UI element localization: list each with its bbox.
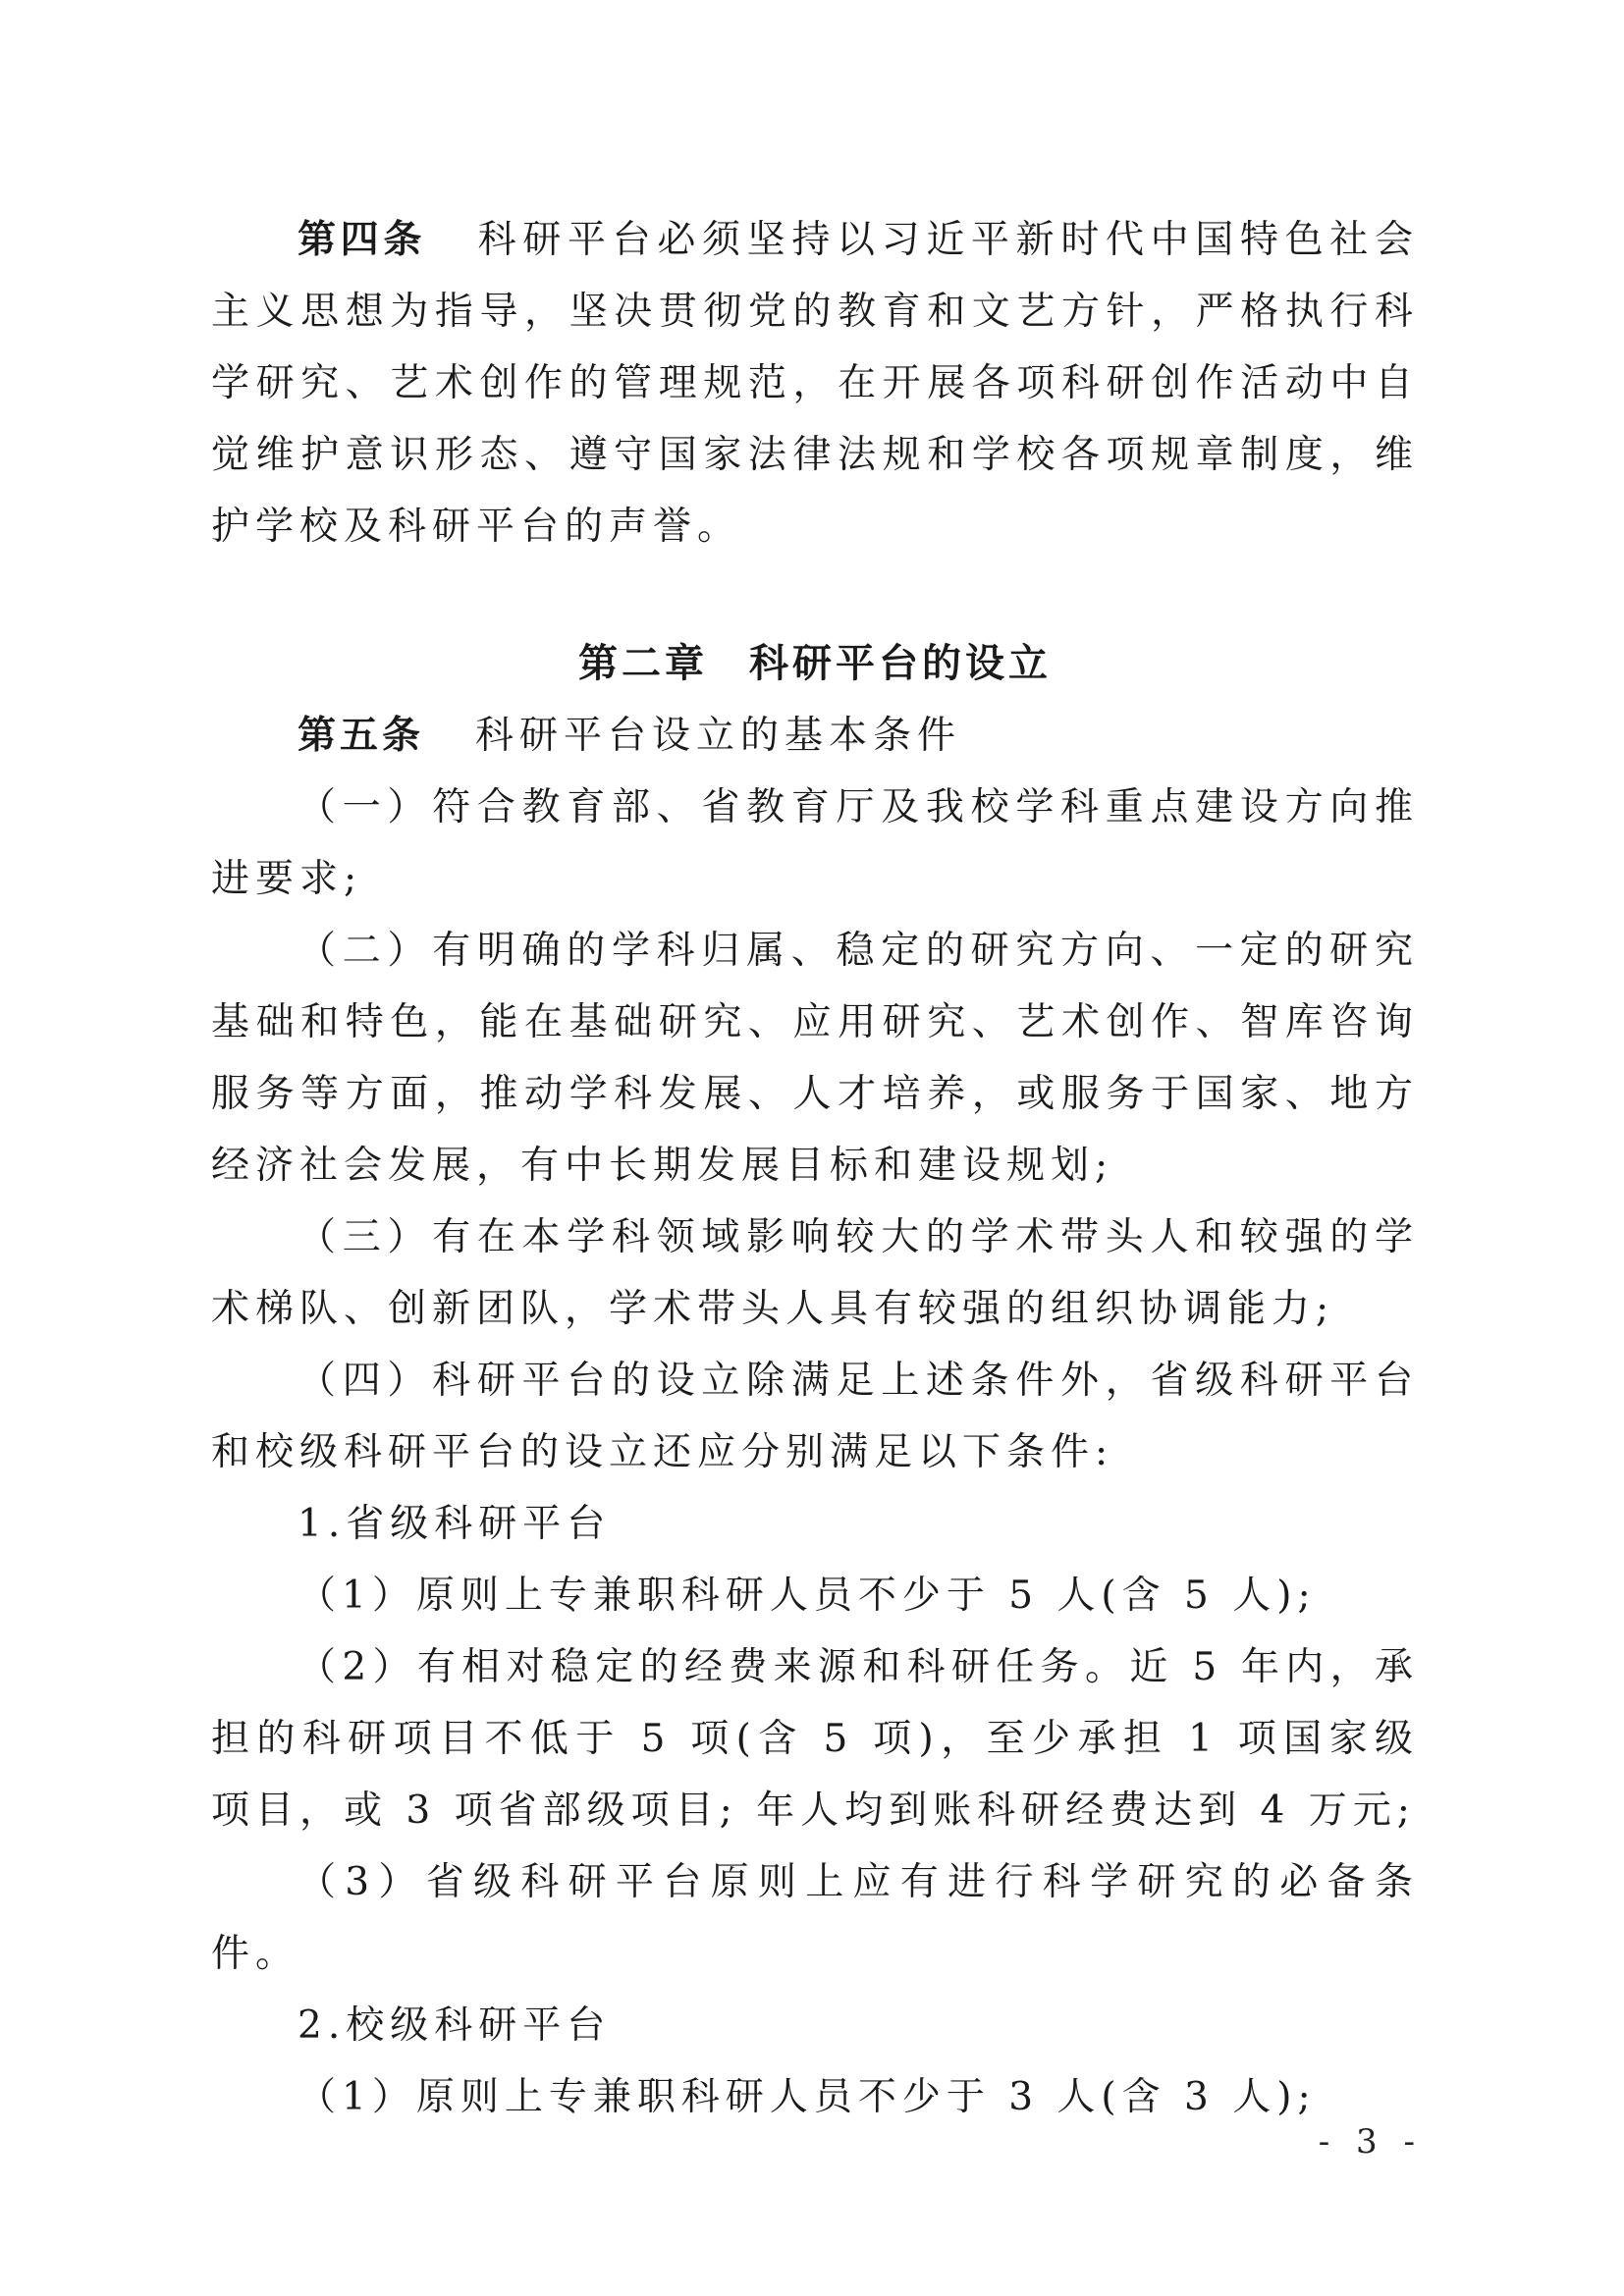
article-5-text: 科研平台设立的基本条件: [475, 714, 962, 758]
provincial-condition-1: （1）原则上专兼职科研人员不少于 5 人(含 5 人);: [298, 1574, 1317, 1618]
article-4: [211, 204, 1419, 562]
chapter-name: 科研平台的设立: [749, 641, 1052, 686]
article-4-text: 科研平台必须坚持以习近平新时代中国特色社会主义思想为指导，坚决贯彻党的教育和文艺方针，严格执行科学研究、艺术创作的管理规范，在开展各项科研创作活动中自觉维护意识形态、遵守国家法律法规和学校各项规章制度，维护学校及科研平台的声誉。: [211, 218, 1419, 549]
article-5-label: 第五条: [298, 713, 425, 758]
page-number: - 3 -: [1318, 2122, 1423, 2162]
chapter-label: 第二章: [578, 641, 708, 686]
article-4-label: 第四条: [298, 217, 426, 262]
school-condition-1: （1）原则上专兼职科研人员不少于 3 人(含 3 人);: [298, 2075, 1317, 2119]
chapter-title: [211, 628, 1419, 700]
condition-item-2: （二）有明确的学科归属、稳定的研究方向、一定的研究基础和特色，能在基础研究、应用研究、艺术创作、智库咨询服务等方面，推动学科发展、人才培养，或服务于国家、地方经济社会发展，有中长期发展目标和建设规划;: [211, 929, 1419, 1188]
provincial-platform-heading: 1.省级科研平台: [298, 1502, 612, 1546]
condition-item-4: （四）科研平台的设立除满足上述条件外，省级科研平台和校级科研平台的设立还应分别满足以下条件:: [211, 1359, 1419, 1474]
article-5: [211, 700, 1419, 2133]
provincial-condition-3: （3）省级科研平台原则上应有进行科学研究的必备条件。: [211, 1860, 1419, 1976]
school-platform-heading: 2.校级科研平台: [298, 2003, 612, 2048]
condition-item-1: （一）符合教育部、省教育厅及我校学科重点建设方向推进要求;: [211, 785, 1419, 901]
article-5-paragraph: [211, 700, 1419, 772]
provincial-condition-2: （2）有相对稳定的经费来源和科研任务。近 5 年内，承担的科研项目不低于 5 项(含 5 项)，至少承担 1 项国家级项目，或 3 项省部级项目; 年人均到账科研经费达到 4 万元;: [211, 1645, 1419, 1833]
condition-item-3: （三）有在本学科领域影响较大的学术带头人和较强的学术梯队、创新团队，学术带头人具有较强的组织协调能力;: [211, 1215, 1419, 1331]
article-4-paragraph: [211, 204, 1419, 562]
